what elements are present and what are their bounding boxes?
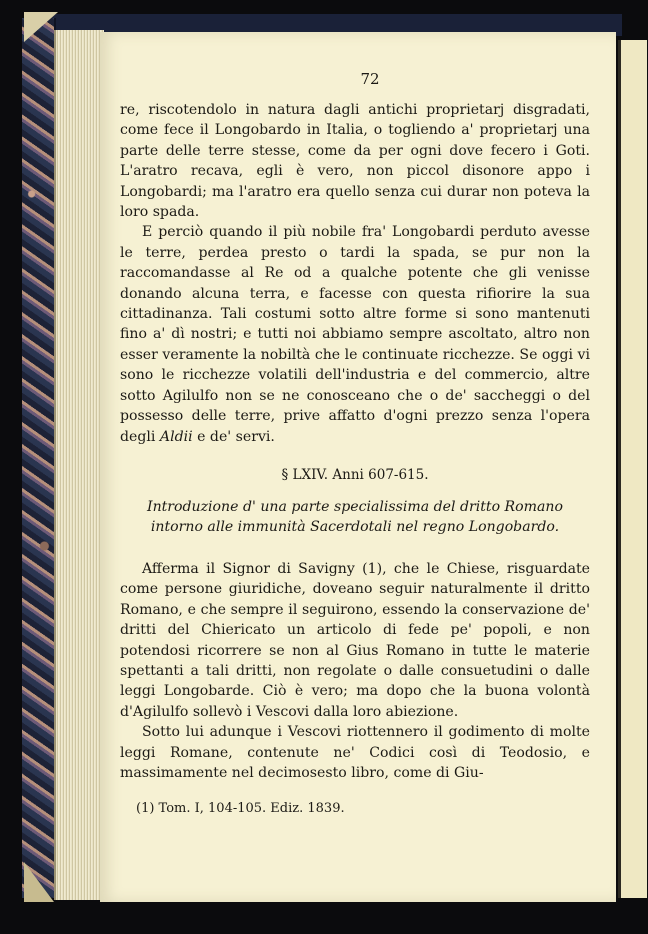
page-content — [120, 70, 590, 816]
page-number: 72 — [360, 70, 380, 88]
paragraph-text-end: e de' servi. — [197, 428, 275, 445]
section-title: Introduzione d' una parte specialissima del dritto Romano intorno alle immunità Sacerdotali nel regno Longobardo. — [147, 498, 563, 535]
paragraph-text: E perciò quando il più nobile fra' Longobardi perduto avesse le terre, perdea presto o tardi la spada, se pur non la raccomandasse al Re od a qualche potente che gli venisse donando alcuna terra, e facesse con questa rifiorire la sua cittadinanza. Tali costumi sotto altre forme si sono mantenuti fino a' dì nostri; e tutti noi abbiamo sempre ascoltato, altro non esser veramente la nobiltà che le continuate ricchezze. Se oggi vi sono le ricchezze volatili dell'industria e del commercio, altre sotto Agilulfo non se ne conosceano che o de' saccheggi o del possesso delle terre, prive affatto d'ogni prezzo senza l'opera degli — [120, 224, 590, 445]
paragraph-vescovi: Sotto lui adunque i Vescovi riottennero il godimento di molte leggi Romane, contenute ne' Codici così di Teodosio, e massimamente nel decimosesto libro, come di Giu- — [120, 724, 590, 781]
footnote: (1) Tom. I, 104-105. Ediz. 1839. — [136, 801, 345, 817]
section-heading: § LXIV. Anni 607-615. — [281, 466, 429, 483]
marbled-endpaper — [22, 18, 56, 898]
paragraph-continuation: re, riscotendolo in natura dagli antichi proprietarj disgradati, come fece il Longobardo in Italia, o togliendo a' proprietarj una parte delle terre stesse, come da per ogni dove fecero i Goti. L'aratro recava, egli è vero, non piccol disonore appo i Longobardi; ma l'aratro era quello senza cui durar non poteva la loro spada. — [120, 102, 590, 221]
leather-corner-top — [24, 12, 58, 42]
paragraph-savigny: Afferma il Signor di Savigny (1), che le Chiese, risguardate come persone giuridiche, doveano seguir naturalmente il dritto Romano, e che sempre il seguirono, essendo la conservazione de' dritti del Chiericato un articolo di fede pe' popoli, e non potendosi ricorrere se non al Gius Romano in tutte le materie spettanti a tali dritti, non regolate o dalle consuetudini o dalle leggi Longobarde. Ciò è vero; ma dopo che la buona volontà d'Agilulfo sollevò i Vescovi dalla loro abiezione. — [120, 560, 590, 720]
italic-term: Aldii — [159, 428, 193, 445]
facing-page-edge — [618, 40, 647, 898]
page-edges — [54, 30, 104, 900]
leather-corner-bottom — [24, 862, 54, 902]
paragraph-nobility — [120, 222, 590, 446]
